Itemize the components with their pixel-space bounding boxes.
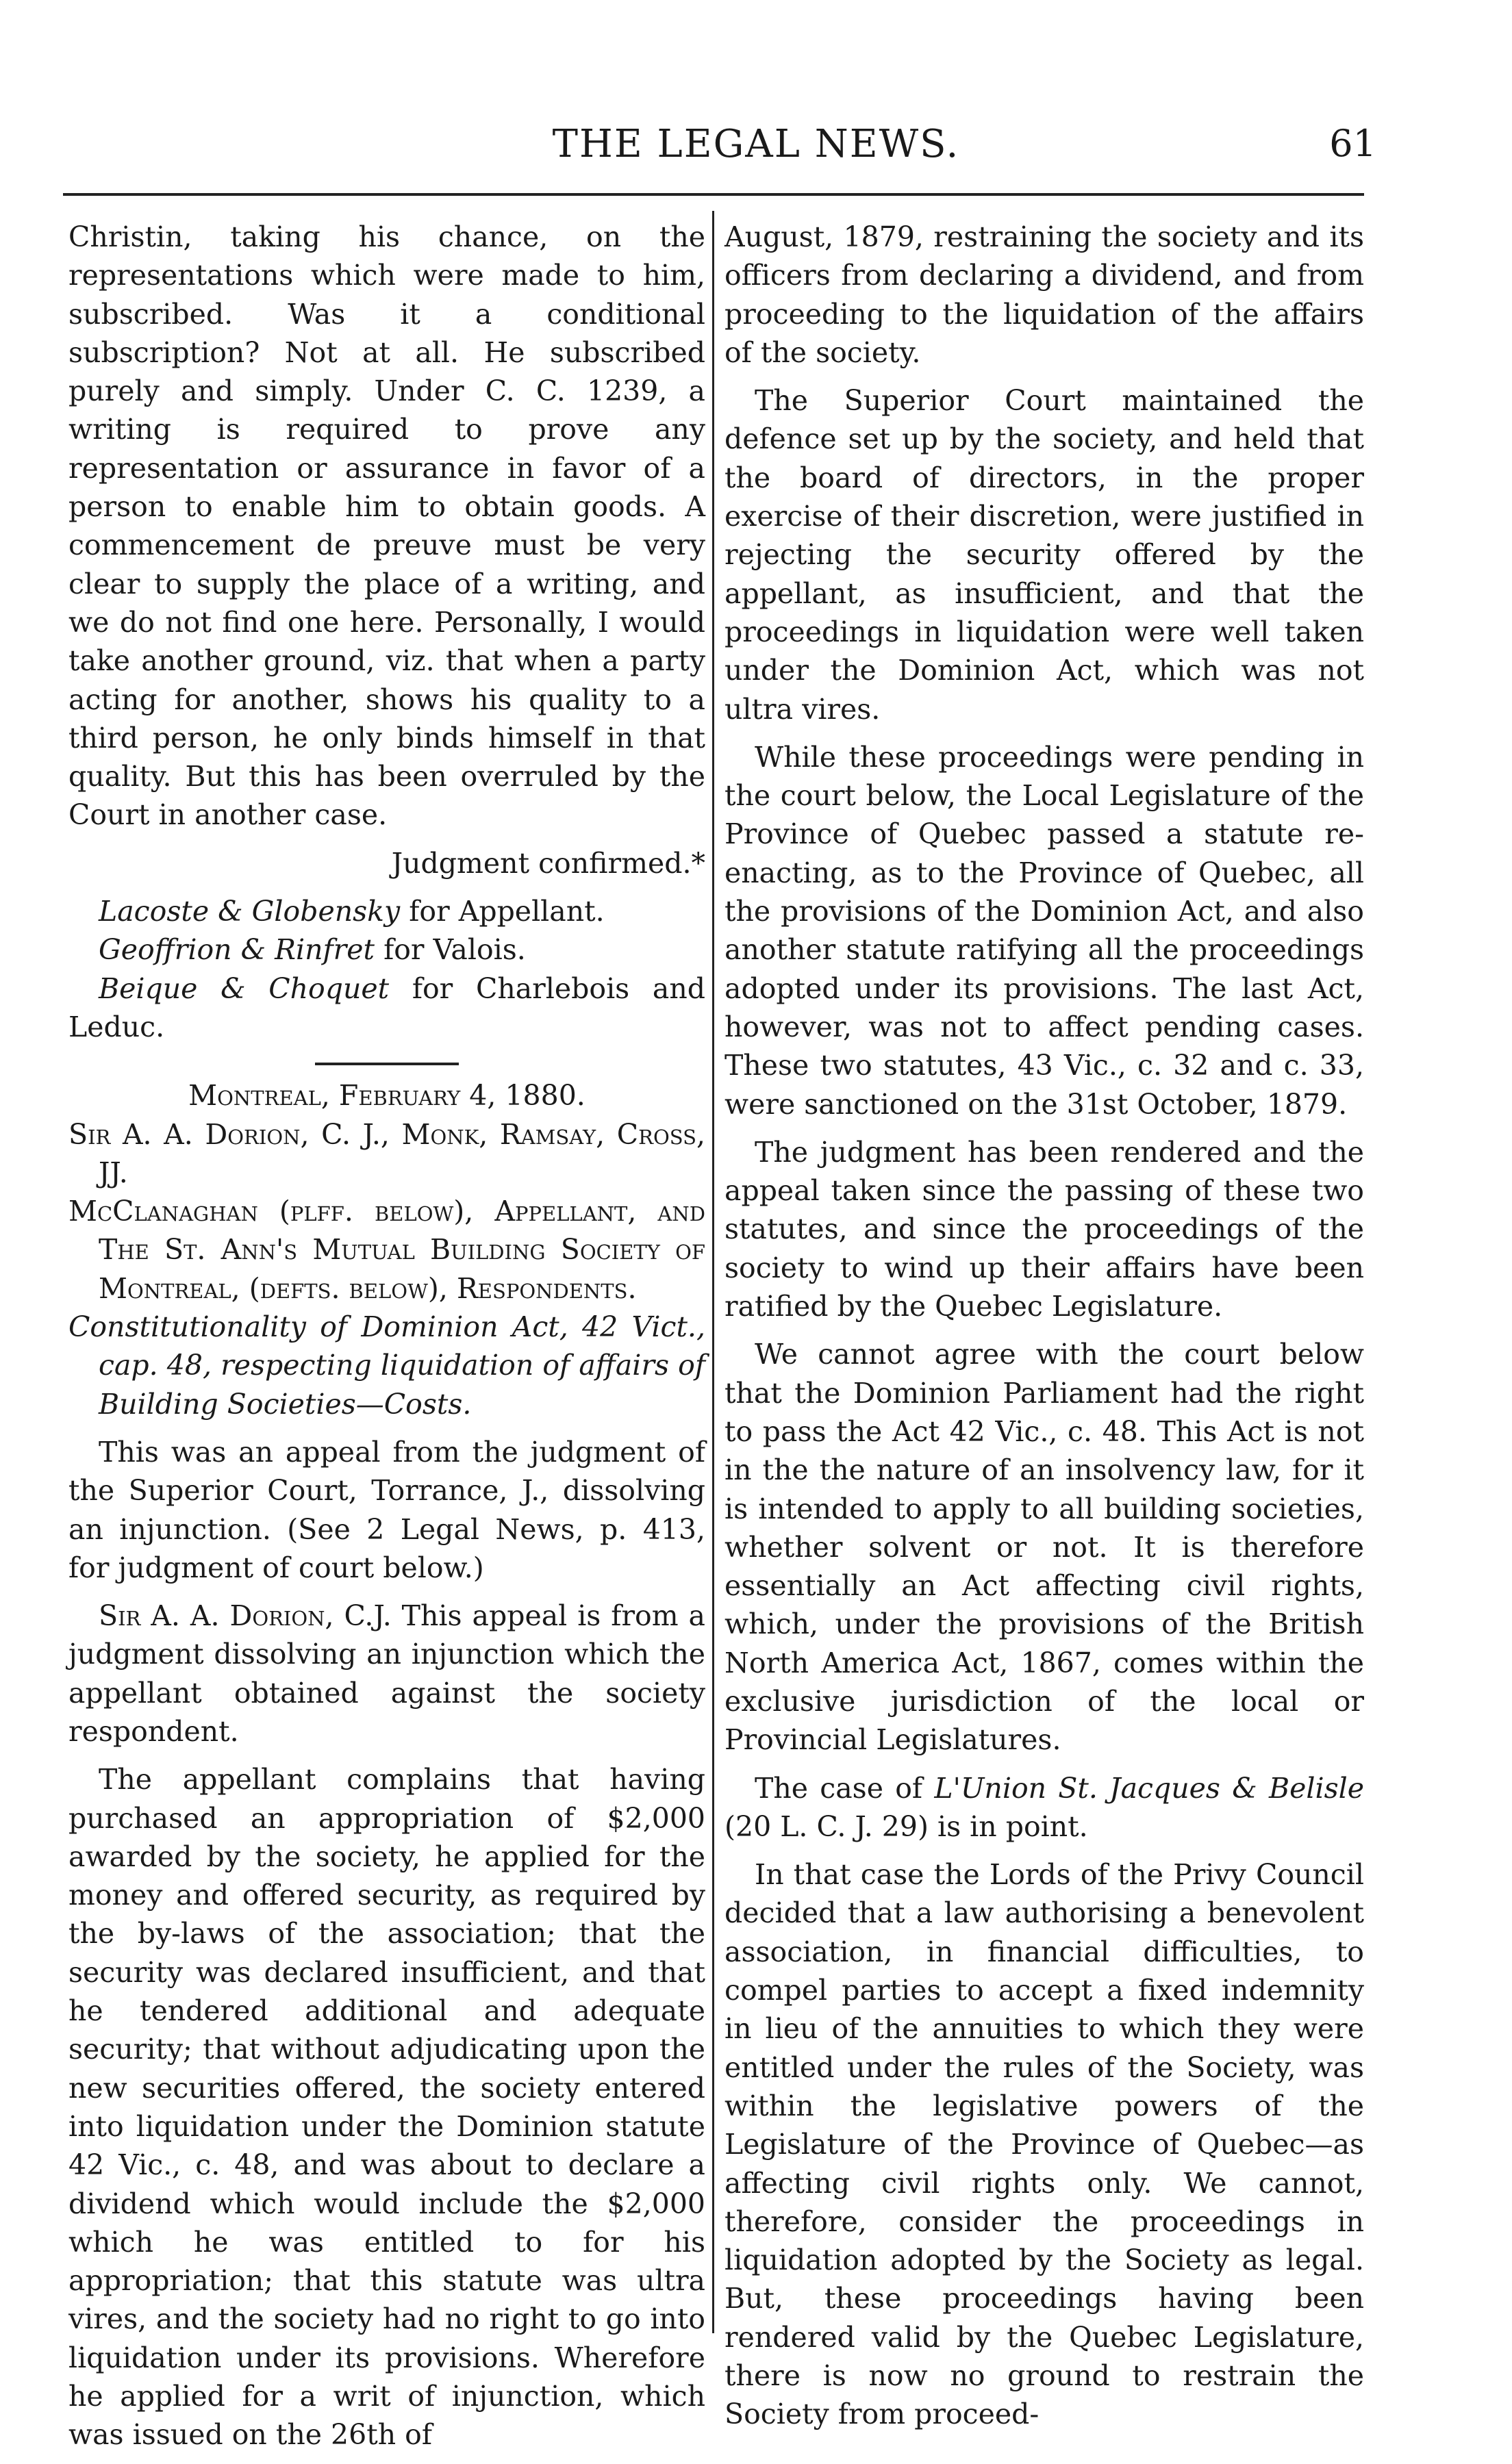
running-title: THE LEGAL NEWS. xyxy=(552,122,960,166)
case-citation: L'Union St. Jacques & Belisle xyxy=(934,1771,1365,1805)
counsel-firm: Beique & Choquet xyxy=(99,971,390,1005)
paragraph: The Superior Court maintained the defence set up by the society, and held that the board of directors, in the proper exercise of their discretion, were justified in rejecting the security offered by the appellant, as insufficient, and that the proceedings in liquidation were well taken under the Dominion Act, which was not ultra vires. xyxy=(724,384,1364,726)
header-rule xyxy=(63,193,1364,196)
headnote: Constitutionality of Dominion Act, 42 Vict., cap. 48, respecting liquidation of affairs of Building Societies—Costs. xyxy=(68,1310,705,1421)
counsel-role: for Valois. xyxy=(383,933,526,967)
paragraph: In that case the Lords of the Privy Council decided that a law authorising a benevolent association, in financial difficulties, to compel parties to accept a fixed indemnity in lieu of the annuities to which they were entitled under the rules of the Society, was within the legislative powers of the Legislature of the Province of Quebec—as affecting civil rights only. We cannot, therefore, consider the proceedings in liquidation adopted by the Society as legal. But, these proceedings having been rendered valid by the Quebec Legislature, there is now no ground to restrain the Society from proceed- xyxy=(724,1858,1364,2431)
speaker: Sir A. A. Dorion, C.J. xyxy=(99,1599,392,1633)
counsel-role: for Appellant. xyxy=(409,895,605,928)
page-header xyxy=(0,0,1512,199)
judgment-line: Judgment confirmed.* xyxy=(391,846,705,880)
paragraph: This was an appeal from the judgment of the Superior Court, Torrance, J., dissolving an injunction. (See 2 Legal News, p. 413, for judgment of court below.) xyxy=(68,1435,705,1584)
paragraph: While these proceedings were pending in the court below, the Local Legislature of the Province of Quebec passed a statute re-enacting, as to the Province of Quebec, all the provisions of the Dominion Act, and also another statute ratifying all the proceedings adopted under its provisions. The last Act, however, was not to affect pending cases. These two statutes, 43 Vic., c. 32 and c. 33, were sanctioned on the 31st October, 1879. xyxy=(724,740,1364,1121)
paragraph: Sir A. A. Dorion, C.J. This appeal is from a judgment dissolving an injunction which the appellant obtained against the society respondent. xyxy=(68,1599,705,1748)
paragraph: August, 1879, restraining the society and its officers from declaring a dividend, and from proceeding to the liquidation of the affairs of the society. xyxy=(724,220,1364,369)
counsel-firm: Geoffrion & Rinfret xyxy=(99,933,375,967)
left-column xyxy=(68,218,705,2464)
counsel-line xyxy=(68,892,705,930)
page-number: 61 xyxy=(1329,122,1376,165)
right-column xyxy=(724,218,1364,2443)
paragraph: Christin, taking his chance, on the representations which were made to him, subscribed. Was it a conditional subscription? Not at all. He subscribed purely and simply. Under C. C. 1239, a writing is required to prove any representation or assurance in favor of a person to enable him to obtain goods. A commencement de preuve must be very clear to supply the place of a writing, and we do not find one here. Personally, I would take another ground, viz. that when a party acting for another, shows his quality to a third person, he only binds himself in that quality. But this has been overruled by the Court in another case. xyxy=(68,220,705,832)
bench: Sir A. A. Dorion, C. J., Monk, Ramsay, Cross, JJ. xyxy=(68,1117,705,1189)
counsel-role: for Charlebois and Leduc. xyxy=(68,971,705,1043)
column-divider xyxy=(712,211,714,2333)
paragraph: The appellant complains that having purchased an appropriation of $2,000 awarded by the society, he applied for the money and offered security, as required by the by-laws of the association; that the security was declared insufficient, and that he tendered additional and adequate security; that without adjudicating upon the new securities offered, the society entered into liquidation under the Dominion statute 42 Vic., c. 48, and was about to declare a dividend which would include the $2,000 which he was entitled to for his appropriation; that this statute was ultra vires, and the society had no right to go into liquidation under its provisions. Wherefore he applied for a writ of injunction, which was issued on the 26th of xyxy=(68,1763,705,2452)
paragraph: We cannot agree with the court below that the Dominion Parliament had the right to pass the Act 42 Vic., c. 48. This Act is not in the the nature of an insolvency law, for it is intended to apply to all building societies, whether solvent or not. It is therefore essentially an Act affecting civil rights, which, under the provisions of the British North America Act, 1867, comes within the exclusive jurisdiction of the local or Provincial Legislatures. xyxy=(724,1338,1364,1757)
dateline: Montreal, February 4, 1880. xyxy=(188,1079,585,1113)
parties: McClanaghan (plff. below), Appellant, and The St. Ann's Mutual Building Society of Montreal, (defts. below), Respondents. xyxy=(68,1195,705,1305)
section-divider xyxy=(315,1063,459,1065)
counsel-firm: Lacoste & Globensky xyxy=(99,895,401,928)
paragraph: The judgment has been rendered and the appeal taken since the passing of these two statutes, and since the proceedings of the society to wind up their affairs have been ratified by the Quebec Legislature. xyxy=(724,1135,1364,1323)
counsel-line xyxy=(68,969,705,1047)
counsel-line xyxy=(68,930,705,969)
paragraph: The case of L'Union St. Jacques & Belisle (20 L. C. J. 29) is in point. xyxy=(724,1771,1365,1843)
